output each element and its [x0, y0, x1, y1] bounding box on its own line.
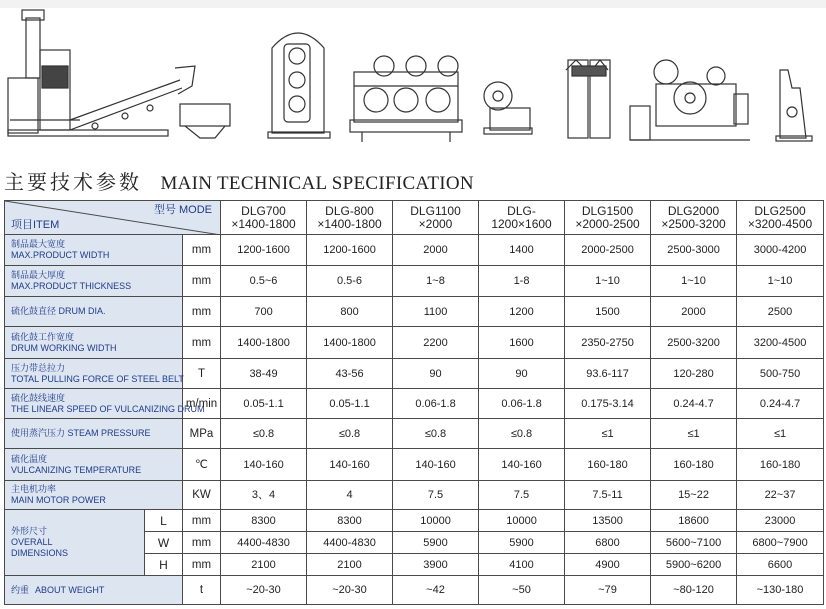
value-cell: 160-180: [651, 449, 737, 481]
value-cell: 0.06-1.8: [393, 389, 479, 419]
value-cell: 2000: [393, 235, 479, 266]
table-row: [5, 481, 824, 510]
value-cell: 10000: [479, 510, 565, 532]
value-cell: 2350-2750: [565, 327, 651, 359]
row-label: [5, 235, 183, 266]
model-header: [393, 201, 479, 235]
value-cell: 3、4: [221, 481, 307, 510]
dimension-axis: L: [145, 510, 183, 532]
table-row: [5, 359, 824, 389]
model-name: DLG2000: [667, 203, 720, 218]
heading-chinese: 主要技术参数: [4, 170, 142, 194]
value-cell: 1400: [479, 235, 565, 266]
row-unit: mm: [183, 510, 221, 532]
value-cell: ≤0.8: [221, 419, 307, 449]
table-row: [5, 389, 824, 419]
table-row: [5, 297, 824, 327]
model-header: [307, 201, 393, 235]
value-cell: 160-180: [737, 449, 824, 481]
row-unit: T: [183, 359, 221, 389]
value-cell: 0.24-4.7: [737, 389, 824, 419]
row-label-english: MAIN MOTOR POWER: [11, 495, 106, 505]
value-cell: 1~10: [565, 266, 651, 297]
value-cell: 1200-1600: [307, 235, 393, 266]
value-cell: 2500: [737, 297, 824, 327]
model-size: ×1400-1800: [317, 216, 382, 231]
value-cell: 1~10: [737, 266, 824, 297]
value-cell: 0.06-1.8: [479, 389, 565, 419]
value-cell: 43-56: [307, 359, 393, 389]
value-cell: 7.5: [393, 481, 479, 510]
value-cell: 1~10: [651, 266, 737, 297]
value-cell: 160-180: [565, 449, 651, 481]
value-cell: 5600~7100: [651, 532, 737, 554]
row-label-english: DRUM WORKING WIDTH: [11, 342, 117, 353]
value-cell: 2000: [651, 297, 737, 327]
row-label-chinese: 硫化鼓线速度: [11, 392, 66, 403]
value-cell: 2200: [393, 327, 479, 359]
model-size: ×2500-3200: [661, 216, 726, 231]
value-cell: 90: [393, 359, 479, 389]
machine-drawing-3: [350, 56, 462, 142]
value-cell: 7.5-11: [565, 481, 651, 510]
value-cell: 10000: [393, 510, 479, 532]
header-corner-cell: [5, 201, 221, 235]
row-label-chinese: 压力带总拉力: [11, 362, 66, 373]
model-name: DLG700: [241, 203, 286, 218]
value-cell: 4900: [565, 554, 651, 576]
weight-label: [11, 585, 182, 596]
value-cell: 22~37: [737, 481, 824, 510]
row-label: [5, 266, 183, 297]
row-label-chinese: 主电机功率: [11, 484, 57, 494]
value-cell: ≤1: [565, 419, 651, 449]
value-cell: ~20-30: [307, 576, 393, 605]
value-cell: 3000-4200: [737, 235, 824, 266]
value-cell: ~42: [393, 576, 479, 605]
model-header: [651, 201, 737, 235]
value-cell: 13500: [565, 510, 651, 532]
machine-drawing-5: [566, 60, 610, 138]
value-cell: 140-160: [479, 449, 565, 481]
row-label-chinese: 约重: [11, 584, 30, 595]
machine-drawing-1: [8, 10, 230, 138]
row-label-english: MAX.PRODUCT WIDTH: [11, 250, 110, 260]
value-cell: 1100: [393, 297, 479, 327]
value-cell: 1500: [565, 297, 651, 327]
row-label: [5, 419, 183, 449]
model-label: 型号 MODE: [153, 204, 213, 216]
value-cell: 2000-2500: [565, 235, 651, 266]
table-row: [5, 266, 824, 297]
row-label: [5, 359, 183, 389]
spec-table: [4, 200, 824, 605]
value-cell: 140-160: [393, 449, 479, 481]
value-cell: 700: [221, 297, 307, 327]
table-row: [5, 576, 824, 605]
dimensions-label: [5, 510, 145, 576]
value-cell: 7.5: [479, 481, 565, 510]
value-cell: 500-750: [737, 359, 824, 389]
spec-heading: [4, 166, 474, 196]
dimension-axis: W: [145, 532, 183, 554]
model-name: DLG-: [507, 203, 536, 218]
row-unit: mm: [183, 297, 221, 327]
value-cell: 15~22: [651, 481, 737, 510]
row-label: [5, 449, 183, 481]
machine-drawing-4: [484, 82, 532, 134]
value-cell: 8300: [307, 510, 393, 532]
table-row: [5, 419, 824, 449]
value-cell: 1600: [479, 327, 565, 359]
value-cell: 6800~7900: [737, 532, 824, 554]
row-unit: m/min: [183, 389, 221, 419]
row-label-chinese: 硫化鼓工作宽度: [11, 331, 75, 342]
value-cell: 120-280: [651, 359, 737, 389]
value-cell: 4400-4830: [307, 532, 393, 554]
row-label-chinese: 硫化鼓直径 DRUM DIA.: [11, 306, 106, 316]
value-cell: 0.5~6: [221, 266, 307, 297]
row-label: [5, 297, 183, 327]
value-cell: 4100: [479, 554, 565, 576]
value-cell: 800: [307, 297, 393, 327]
value-cell: 93.6-117: [565, 359, 651, 389]
machine-drawing-2: [268, 33, 330, 138]
row-unit: mm: [183, 266, 221, 297]
value-cell: 6600: [737, 554, 824, 576]
dimensions-label-english-1: OVERALL: [11, 537, 53, 547]
row-unit: KW: [183, 481, 221, 510]
value-cell: 140-160: [307, 449, 393, 481]
dimension-axis: H: [145, 554, 183, 576]
value-cell: ≤1: [737, 419, 824, 449]
value-cell: 8300: [221, 510, 307, 532]
dimensions-label-chinese: 外形尺寸: [11, 526, 48, 536]
value-cell: ≤0.8: [479, 419, 565, 449]
model-size: ×2000: [418, 216, 453, 231]
value-cell: 0.175-3.14: [565, 389, 651, 419]
value-cell: 23000: [737, 510, 824, 532]
value-cell: ~130-180: [737, 576, 824, 605]
table-row: [5, 510, 824, 532]
row-unit: mm: [183, 554, 221, 576]
value-cell: 3900: [393, 554, 479, 576]
model-header: [221, 201, 307, 235]
value-cell: 1400-1800: [307, 327, 393, 359]
row-label-chinese: 制品最大宽度: [11, 239, 66, 249]
row-unit: mm: [183, 235, 221, 266]
row-label-english: THE LINEAR SPEED OF VULCANIZING DRUM: [11, 403, 205, 414]
model-name: DLG1100: [410, 203, 461, 218]
machine-drawing-6: [630, 60, 750, 140]
value-cell: 6800: [565, 532, 651, 554]
model-size: ×1400-1800: [231, 216, 296, 231]
value-cell: ~50: [479, 576, 565, 605]
item-label: 项目ITEM: [11, 219, 60, 231]
value-cell: ≤0.8: [307, 419, 393, 449]
model-header: [565, 201, 651, 235]
value-cell: ≤1: [651, 419, 737, 449]
row-label-english: VULCANIZING TEMPERATURE: [11, 464, 142, 475]
value-cell: 18600: [651, 510, 737, 532]
value-cell: 5900: [479, 532, 565, 554]
row-label-english: MAX.PRODUCT THICKNESS: [11, 281, 132, 291]
value-cell: 2100: [307, 554, 393, 576]
value-cell: 2500-3200: [651, 327, 737, 359]
value-cell: 4: [307, 481, 393, 510]
table-header-row: [5, 201, 824, 235]
value-cell: ~80-120: [651, 576, 737, 605]
value-cell: 1-8: [479, 266, 565, 297]
value-cell: 38-49: [221, 359, 307, 389]
row-unit: t: [183, 576, 221, 605]
machine-drawings: [0, 8, 826, 148]
row-label-chinese: 制品最大厚度: [11, 270, 66, 280]
value-cell: 140-160: [221, 449, 307, 481]
value-cell: 1400-1800: [221, 327, 307, 359]
table-row: [5, 235, 824, 266]
model-header: [737, 201, 824, 235]
dimensions-label-english-2: DIMENSIONS: [11, 548, 69, 558]
model-name: DLG-800: [325, 203, 374, 218]
row-label: [5, 327, 183, 359]
table-row: [5, 449, 824, 481]
row-label: [5, 481, 183, 510]
value-cell: 0.5-6: [307, 266, 393, 297]
row-label-chinese: 使用蒸汽压力 STEAM PRESSURE: [11, 428, 151, 438]
row-unit: mm: [183, 327, 221, 359]
value-cell: 3200-4500: [737, 327, 824, 359]
machine-drawing-7: [776, 70, 812, 141]
value-cell: 0.05-1.1: [307, 389, 393, 419]
value-cell: ~79: [565, 576, 651, 605]
row-label-chinese: 硫化温度: [11, 453, 48, 464]
value-cell: 90: [479, 359, 565, 389]
value-cell: 5900~6200: [651, 554, 737, 576]
row-unit: mm: [183, 532, 221, 554]
row-unit: MPa: [183, 419, 221, 449]
value-cell: 1200: [479, 297, 565, 327]
value-cell: 1200-1600: [221, 235, 307, 266]
row-label-english: ABOUT WEIGHT: [35, 584, 105, 595]
model-size: 1200×1600: [491, 216, 552, 231]
value-cell: 0.24-4.7: [651, 389, 737, 419]
value-cell: 5900: [393, 532, 479, 554]
value-cell: ~20-30: [221, 576, 307, 605]
value-cell: 4400-4830: [221, 532, 307, 554]
row-label-english: TOTAL PULLING FORCE OF STEEL BELT: [11, 373, 184, 384]
model-size: ×2000-2500: [575, 216, 640, 231]
value-cell: 1~8: [393, 266, 479, 297]
model-size: ×3200-4500: [747, 216, 813, 231]
table-row: [5, 327, 824, 359]
value-cell: 0.05-1.1: [221, 389, 307, 419]
value-cell: 2100: [221, 554, 307, 576]
row-unit: ℃: [183, 449, 221, 481]
value-cell: 2500-3000: [651, 235, 737, 266]
model-name: DLG1500: [581, 203, 634, 218]
value-cell: ≤0.8: [393, 419, 479, 449]
row-label: [5, 576, 183, 605]
heading-english: MAIN TECHNICAL SPECIFICATION: [160, 173, 474, 194]
top-strip: [0, 0, 826, 8]
model-name: DLG2500: [754, 203, 806, 218]
model-header: [479, 201, 565, 235]
